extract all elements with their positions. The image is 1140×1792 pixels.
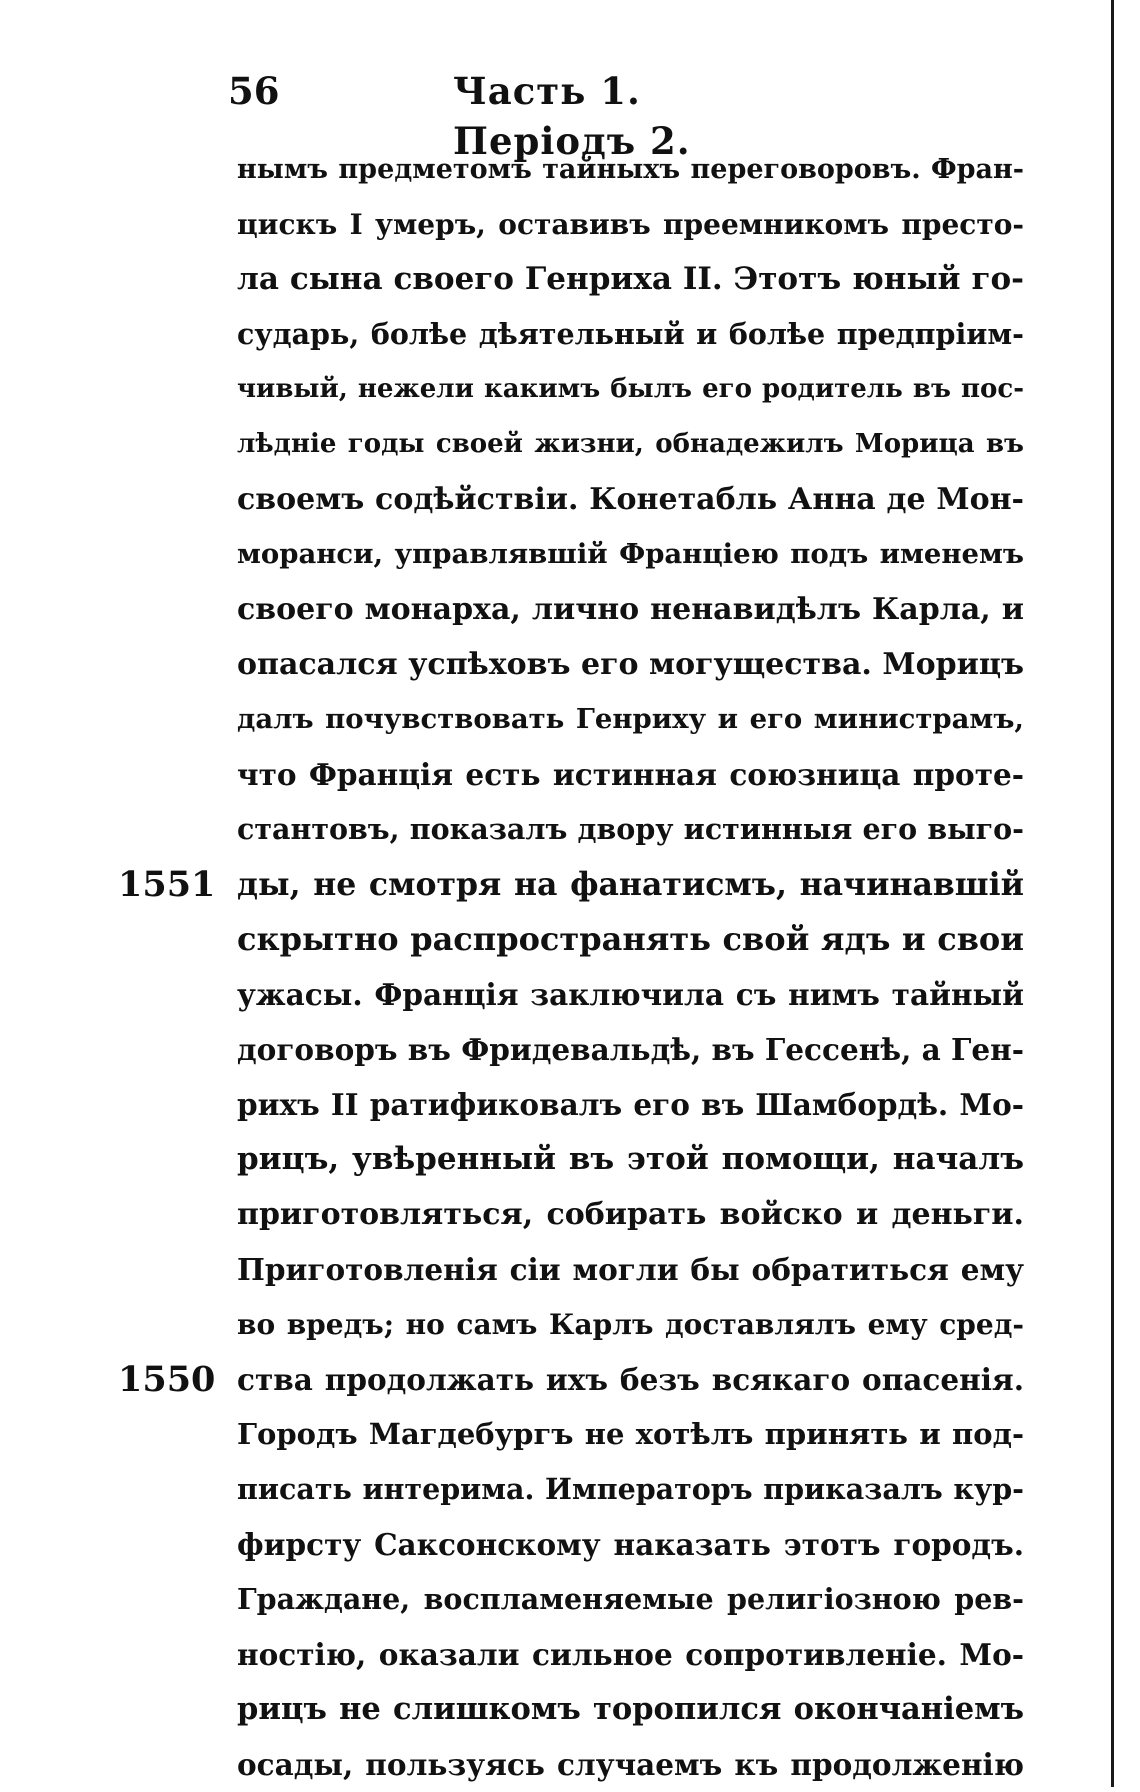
text-line: ды, не смотря на фанатисмъ, начинавшій [237, 866, 1024, 903]
text-line: ства продолжать ихъ безъ всякаго опасенія. [237, 1362, 1024, 1397]
text-line: опасался успѣховъ его могущества. Морицъ [237, 647, 1024, 682]
text-line: чивый, нежели какимъ былъ его родитель въ пос- [237, 374, 1024, 404]
text-line: фирсту Саксонскому наказать этотъ городъ. [237, 1527, 1024, 1562]
page-number: 56 [228, 69, 280, 113]
text-line: сударь, болѣе дѣятельный и болѣе предпріим- [237, 317, 1024, 351]
text-line: договоръ въ Фридевальдѣ, въ Гессенѣ, а Ген- [237, 1032, 1024, 1067]
text-line: Приготовленія сіи могли бы обратиться ему [237, 1252, 1024, 1287]
text-line: стантовъ, показалъ двору истинныя его выго- [237, 812, 1024, 846]
margin-year-1551: 1551 [118, 864, 216, 905]
text-line: моранси, управлявшій Франціею подъ именемъ [237, 538, 1024, 570]
text-line: ностію, оказали сильное сопротивленіе. Мо- [237, 1637, 1024, 1672]
margin-year-1550: 1550 [118, 1359, 216, 1400]
text-line: ужасы. Франція заключила съ нимъ тайный [237, 977, 1024, 1012]
text-line: писать интерима. Императоръ приказалъ кур- [237, 1472, 1024, 1506]
text-line: что Франція есть истинная союзница проте- [237, 757, 1024, 792]
text-line: рицъ, увѣренный въ этой помощи, началъ [237, 1141, 1024, 1177]
text-line: цискъ I умеръ, оставивъ преемникомъ престо- [237, 208, 1024, 241]
text-line: осады, пользуясь случаемъ къ продолженію [237, 1747, 1024, 1782]
text-line: нымъ предметомъ тайныхъ переговоровъ. Фран- [237, 154, 1024, 185]
text-line: своемъ содѣйствіи. Конетабль Анна де Мон- [237, 482, 1024, 517]
text-line: ла сына своего Генриха II. Этотъ юный го- [237, 261, 1024, 297]
text-line: приготовляться, собирать войско и деньги. [237, 1197, 1024, 1232]
text-line: рихъ II ратификовалъ его въ Шамбордѣ. Мо- [237, 1087, 1024, 1122]
body-text [237, 142, 1024, 1792]
text-line: Граждане, воспламеняемые религіозною рев- [237, 1582, 1024, 1616]
text-line: во вредъ; но самъ Карлъ доставлялъ ему сред- [237, 1308, 1024, 1341]
page-header [228, 66, 788, 163]
text-line: рицъ не слишкомъ торопился окончаніемъ [237, 1691, 1024, 1727]
text-line: своего монарха, лично ненавидѣлъ Карла, и [237, 592, 1024, 627]
text-line: Городъ Магдебургъ не хотѣлъ принять и под- [237, 1417, 1024, 1451]
running-head: Часть 1. Періодъ 2. [453, 69, 691, 163]
scan-edge-line [1111, 0, 1114, 1787]
text-line: далъ почувствовать Генриху и его министрамъ, [237, 703, 1024, 735]
text-line: лѣдніе годы своей жизни, обнадежилъ Морица въ [237, 429, 1024, 459]
text-line: скрытно распространять свой ядъ и свои [237, 920, 1024, 958]
